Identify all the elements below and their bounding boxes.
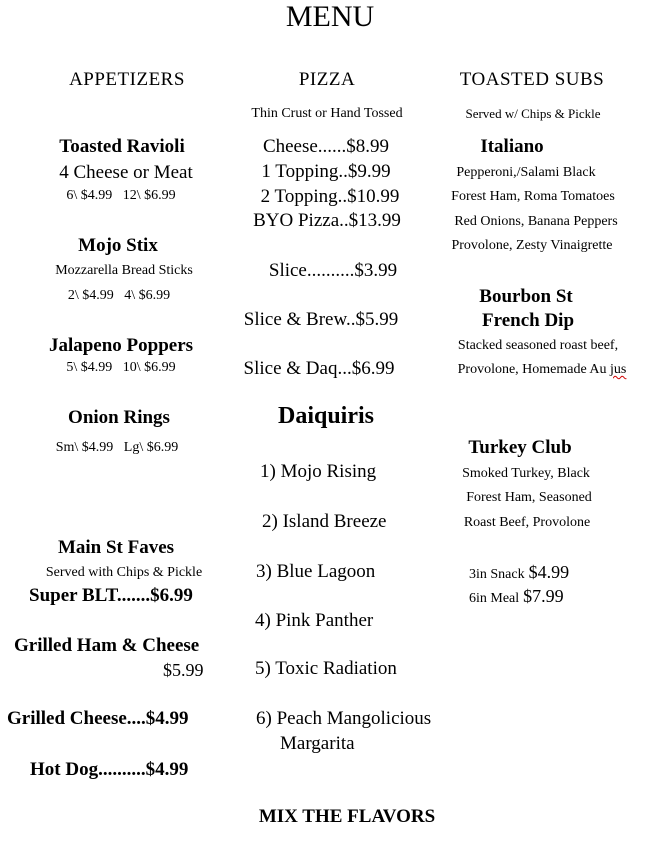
- grilled-ham-cheese-price: $5.99: [163, 660, 204, 680]
- grilled-ham-cheese-name: Grilled Ham & Cheese: [14, 635, 200, 656]
- meal-label: 6in Meal: [469, 591, 520, 606]
- daiquiri-item-continued: Margarita: [280, 733, 355, 754]
- daiquiris-heading: Daiquiris: [277, 403, 375, 429]
- turkey-club-line: Forest Ham, Seasoned: [466, 490, 592, 505]
- pizza-item: BYO Pizza..$13.99: [253, 210, 401, 231]
- mojo-stix-desc: Mozzarella Bread Sticks: [55, 263, 193, 278]
- toasted-subs-subheading: Served w/ Chips & Pickle: [465, 106, 601, 121]
- bourbon-line: [458, 363, 627, 377]
- mix-the-flavors: MIX THE FLAVORS: [258, 806, 436, 827]
- italiano-line: Red Onions, Banana Peppers: [454, 214, 618, 229]
- daiquiri-item: 2) Island Breeze: [262, 511, 387, 532]
- daiquiri-item: 1) Mojo Rising: [260, 461, 377, 482]
- pizza-item: Cheese......$8.99: [262, 136, 390, 157]
- daiquiri-item: 3) Blue Lagoon: [256, 561, 376, 582]
- turkey-club-name: Turkey Club: [468, 437, 572, 458]
- super-blt: Super BLT.......$6.99: [29, 585, 193, 606]
- toasted-subs-heading: TOASTED SUBS: [459, 69, 605, 90]
- meal-size: [469, 587, 564, 606]
- toasted-ravioli-desc: 4 Cheese or Meat: [59, 162, 193, 183]
- bourbon-line: Stacked seasoned roast beef,: [457, 338, 619, 353]
- hot-dog: Hot Dog..........$4.99: [30, 759, 189, 780]
- italiano-name: Italiano: [480, 136, 544, 157]
- pizza-item: 2 Topping..$10.99: [260, 186, 400, 207]
- spellcheck-word: jus: [610, 362, 627, 377]
- pizza-item: Slice..........$3.99: [268, 260, 398, 281]
- italiano-line: Forest Ham, Roma Tomatoes: [451, 189, 615, 204]
- toasted-ravioli-name: Toasted Ravioli: [59, 136, 185, 157]
- grilled-cheese: Grilled Cheese....$4.99: [7, 708, 189, 729]
- pizza-item: 1 Topping..$9.99: [261, 161, 391, 182]
- french-dip-name: French Dip: [481, 310, 575, 331]
- bourbon-line-text: Provolone, Homemade Au: [457, 362, 611, 377]
- meal-price: $7.99: [523, 586, 564, 606]
- snack-label: 3in Snack: [469, 567, 525, 582]
- jalapeno-poppers-name: Jalapeno Poppers: [48, 335, 194, 356]
- pizza-item: Slice & Daq...$6.99: [243, 358, 395, 379]
- turkey-club-line: Smoked Turkey, Black: [462, 466, 590, 481]
- appetizers-heading: APPETIZERS: [69, 69, 185, 90]
- italiano-line: Provolone, Zesty Vinaigrette: [451, 238, 613, 253]
- bourbon-st-name: Bourbon St: [479, 286, 573, 307]
- onion-rings-name: Onion Rings: [68, 407, 170, 428]
- menu-title: MENU: [285, 0, 375, 33]
- main-st-faves-heading: Main St Faves: [57, 537, 175, 558]
- jalapeno-poppers-prices: 5\ $4.99 10\ $6.99: [66, 360, 176, 375]
- italiano-line: Pepperoni,/Salami Black: [456, 165, 596, 180]
- mojo-stix-prices: 2\ $4.99 4\ $6.99: [67, 288, 171, 303]
- onion-rings-prices: Sm\ $4.99 Lg\ $6.99: [55, 440, 179, 455]
- pizza-subheading: Thin Crust or Hand Tossed: [251, 106, 403, 121]
- main-st-faves-subheading: Served with Chips & Pickle: [45, 565, 203, 580]
- pizza-heading: PIZZA: [298, 69, 356, 90]
- daiquiri-item: 6) Peach Mangolicious: [256, 708, 432, 729]
- daiquiri-item: 4) Pink Panther: [255, 610, 374, 631]
- snack-price: $4.99: [528, 562, 570, 582]
- turkey-club-line: Roast Beef, Provolone: [463, 515, 591, 530]
- mojo-stix-name: Mojo Stix: [78, 235, 158, 256]
- pizza-item: Slice & Brew..$5.99: [243, 309, 399, 330]
- daiquiri-item: 5) Toxic Radiation: [255, 658, 397, 679]
- snack-size: [469, 563, 569, 582]
- toasted-ravioli-prices: 6\ $4.99 12\ $6.99: [66, 188, 176, 203]
